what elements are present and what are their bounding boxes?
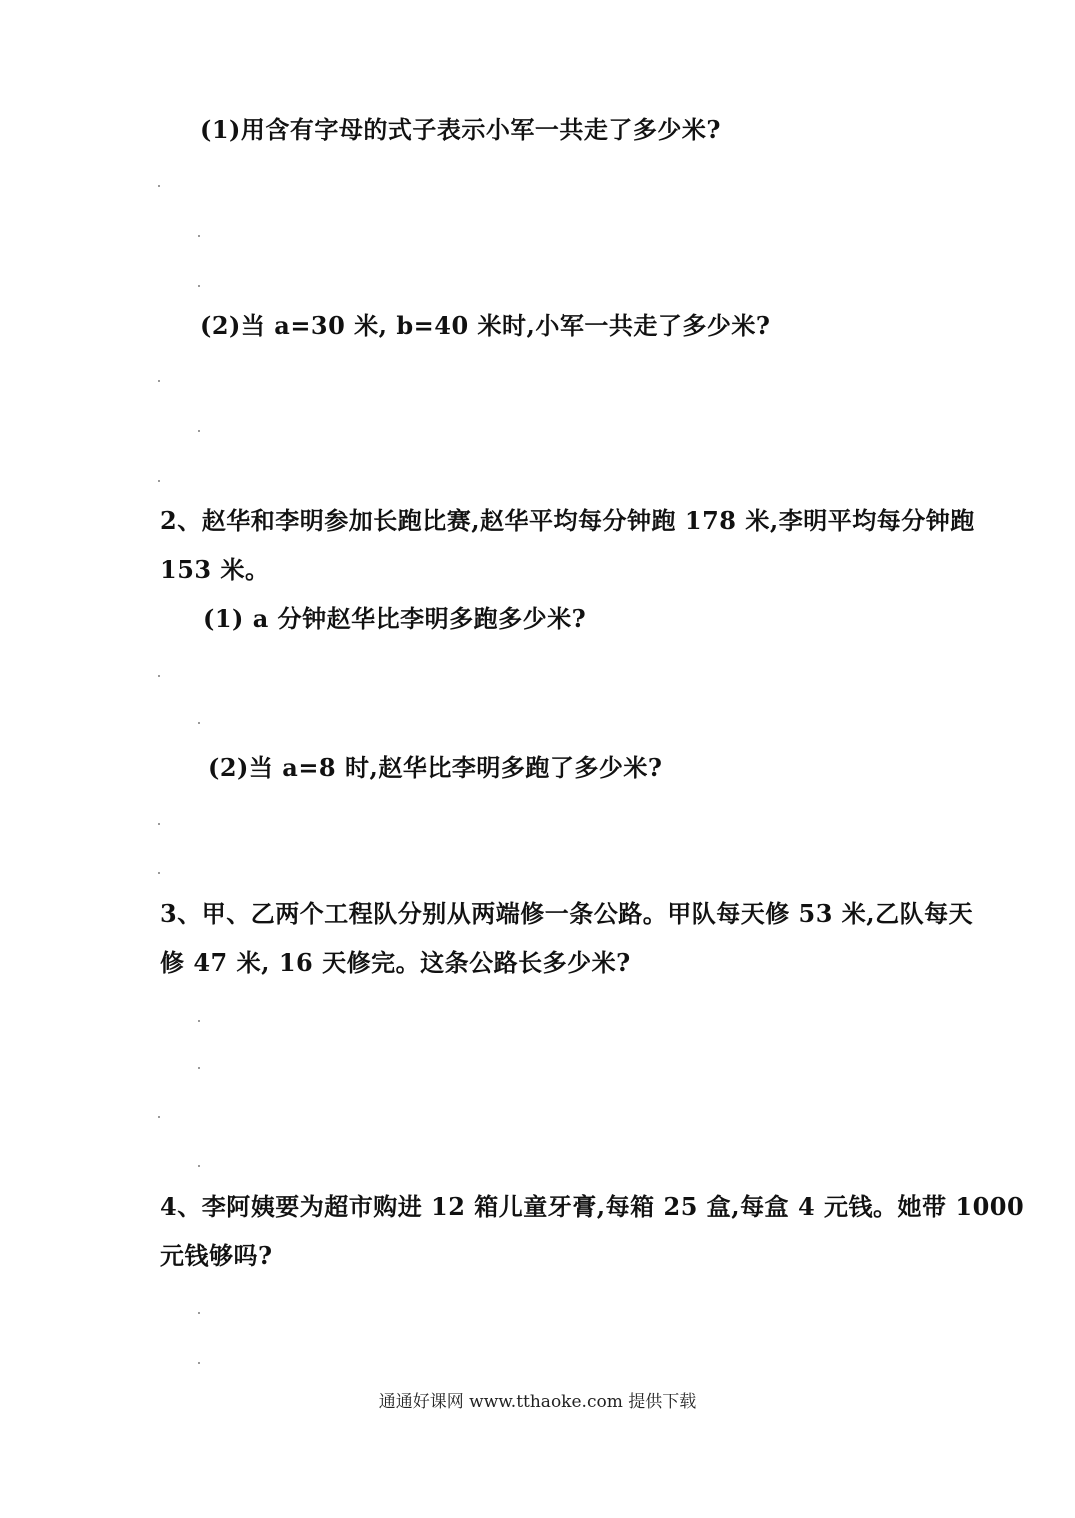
- q4-stem-line2: 元钱够吗?: [160, 1241, 273, 1270]
- page-footer-download-notice: 通通好课网 www.tthaoke.com 提供下载: [378, 1392, 697, 1412]
- answer-space-marker: [158, 1116, 160, 1118]
- answer-space-marker: [158, 380, 160, 382]
- answer-space-marker: [198, 285, 200, 287]
- answer-space-marker: [198, 1312, 200, 1314]
- answer-space-marker: [158, 823, 160, 825]
- q2-sub2-text: (2)当 a=8 时,赵华比李明多跑了多少米?: [208, 753, 663, 782]
- answer-space-marker: [158, 480, 160, 482]
- answer-space-marker: [158, 675, 160, 677]
- q1-sub2-text: (2)当 a=30 米, b=40 米时,小军一共走了多少米?: [200, 311, 771, 340]
- answer-space-marker: [198, 722, 200, 724]
- q2-sub1-text: (1) a 分钟赵华比李明多跑多少米?: [203, 604, 587, 633]
- answer-space-marker: [198, 1067, 200, 1069]
- answer-space-marker: [158, 185, 160, 187]
- q2-stem-line2: 153 米。: [160, 555, 270, 584]
- answer-space-marker: [198, 1362, 200, 1364]
- q2-stem-line1: 2、赵华和李明参加长跑比赛,赵华平均每分钟跑 178 米,李明平均每分钟跑: [160, 506, 975, 535]
- q3-stem-line2: 修 47 米, 16 天修完。这条公路长多少米?: [160, 948, 631, 977]
- answer-space-marker: [198, 235, 200, 237]
- q4-stem-line1: 4、李阿姨要为超市购进 12 箱儿童牙膏,每箱 25 盒,每盒 4 元钱。她带 1000: [160, 1192, 1025, 1221]
- answer-space-marker: [198, 1020, 200, 1022]
- q3-stem-line1: 3、甲、乙两个工程队分别从两端修一条公路。甲队每天修 53 米,乙队每天: [160, 899, 974, 928]
- q1-sub1-text: (1)用含有字母的式子表示小军一共走了多少米?: [200, 115, 721, 144]
- answer-space-marker: [198, 1165, 200, 1167]
- answer-space-marker: [158, 872, 160, 874]
- answer-space-marker: [198, 430, 200, 432]
